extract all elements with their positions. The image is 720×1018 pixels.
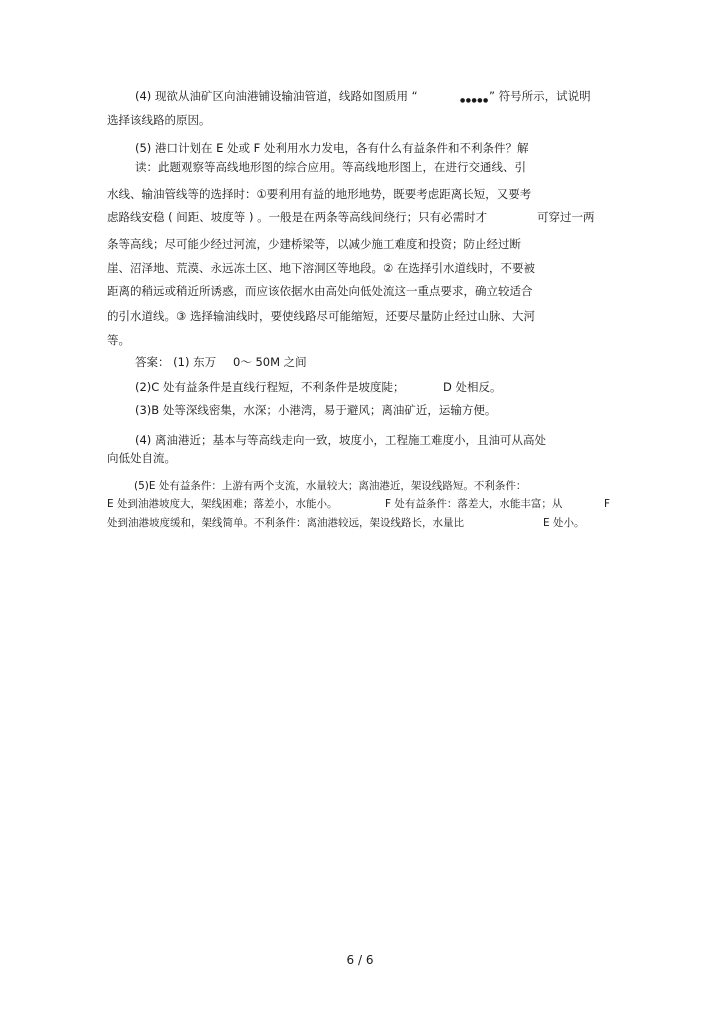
text-line: (2)C 处有益条件是直线行程短，不利条件是坡度陡； <box>135 380 405 394</box>
text-line: F 处有益条件：落差大，水能丰富；从 <box>385 498 563 510</box>
text-line: 选择该线路的原因。 <box>107 113 211 127</box>
text-line: 可穿过一两 <box>537 210 595 224</box>
text-line: E 处到油港坡度大，架线困难；落差小，水能小。 <box>107 498 338 510</box>
text-line: 向低处自流。 <box>107 451 176 465</box>
text-line: (4) 现欲从油矿区向油港铺设输油管道，线路如图质用 “ <box>135 89 418 103</box>
text-line: 虑路线安稳 ( 间距、坡度等 ) 。一般是在两条等高线间绕行；只有必需时才 <box>107 210 488 224</box>
text-line: 等。 <box>107 333 130 347</box>
text-line: (4) 离油港近；基本与等高线走向一致，坡度小，工程施工难度小，且油可从高处 <box>135 433 546 447</box>
text-line: ” 符号所示，试说明 <box>489 89 591 103</box>
page-number: 6 / 6 <box>346 953 374 967</box>
text-line: 距离的稍远或稍近所诱惑，而应该依据水由高处向低处流这一重点要求，确立较适合 <box>107 284 533 298</box>
text-line: D 处相反。 <box>443 380 502 394</box>
text-line: (5) 港口计划在 E 处或 F 处利用水力发电，各有什么有益条件和不利条件？解 <box>135 141 529 155</box>
text-line: 0～ 50M 之间 <box>233 355 307 369</box>
text-line: 的引水道线。③ 选择输油线时，要使线路尽可能缩短，还要尽量防止经过山脉、大河 <box>107 309 535 323</box>
text-line: (3)B 处等深线密集，水深；小港湾，易于避风；离油矿近，运输方便。 <box>135 403 497 417</box>
text-line: 崖、沼泽地、荒漠、永远冻土区、地下溶洞区等地段。② 在选择引水道线时，不要被 <box>107 261 535 275</box>
dotted-line-symbol: ●●●●● <box>460 97 489 104</box>
text-line: 水线、输油管线等的选择时：①要利用有益的地形地势，既要考虑距离长短，又要考 <box>107 187 532 201</box>
text-line: 答案： (1) 东万 <box>135 355 217 369</box>
text-line: 读：此题观察等高线地形图的综合应用。等高线地形图上，在进行交通线、引 <box>135 160 526 174</box>
text-line: 处到油港坡度缓和，架线简单。不利条件：离油港较远，架设线路长，水量比 <box>107 517 464 529</box>
text-line: (5)E 处有益条件：上游有两个支流，水量较大；离油港近，架设线路短。不利条件： <box>134 480 527 492</box>
text-line: E 处小。 <box>543 517 585 529</box>
text-line: 条等高线；尽可能少经过河流，少建桥梁等，以减少施工难度和投资；防止经过断 <box>107 237 521 251</box>
text-line: F <box>604 498 611 510</box>
